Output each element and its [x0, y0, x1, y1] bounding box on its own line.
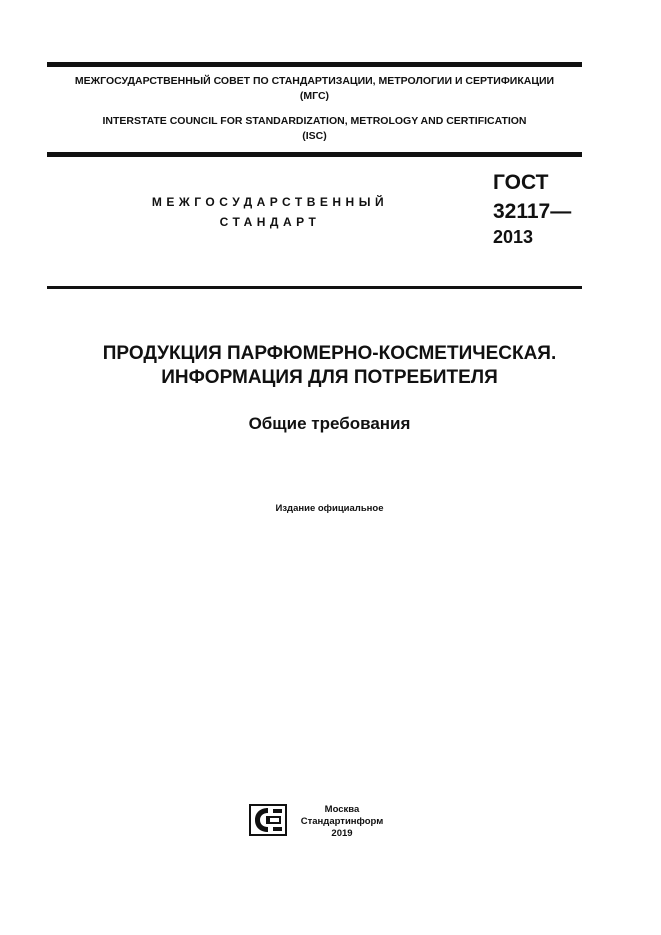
edition-note: Издание официальное — [275, 503, 384, 514]
gost-prefix: ГОСТ — [493, 171, 549, 194]
standartinform-logo-icon — [249, 804, 287, 836]
standard-type-line1: МЕЖГОСУДАРСТВЕННЫЙ — [151, 195, 389, 209]
middle-rule — [47, 152, 582, 157]
council-en-name: INTERSTATE COUNCIL FOR STANDARDIZATION, METROLOGY AND CERTIFICATION — [102, 115, 527, 127]
gost-designation — [493, 168, 571, 248]
document-title-line2: ИНФОРМАЦИЯ ДЛЯ ПОТРЕБИТЕЛЯ — [161, 367, 498, 388]
council-ru-name: МЕЖГОСУДАРСТВЕННЫЙ СОВЕТ ПО СТАНДАРТИЗАЦИИ, МЕТРОЛОГИИ И СЕРТИФИКАЦИИ — [74, 75, 555, 87]
standard-type-label — [120, 192, 420, 232]
standard-type-line2: СТАНДАРТ — [219, 215, 321, 229]
document-subtitle: Общие требования — [248, 414, 411, 433]
council-en-abbr: (ISC) — [302, 130, 327, 142]
document-title — [47, 342, 612, 390]
publisher-name: Стандартинформ — [300, 816, 384, 827]
bottom-rule — [47, 286, 582, 289]
council-en — [47, 114, 582, 144]
council-ru — [47, 74, 582, 104]
gost-year: 2013 — [493, 227, 534, 247]
publisher-block — [296, 804, 388, 840]
council-ru-abbr: (МГС) — [299, 90, 330, 102]
gost-number: 32117— — [493, 200, 572, 223]
publisher-city: Москва — [324, 804, 360, 815]
document-title-line1: ПРОДУКЦИЯ ПАРФЮМЕРНО-КОСМЕТИЧЕСКАЯ. — [102, 343, 557, 364]
publisher-year: 2019 — [331, 828, 353, 839]
top-rule — [47, 62, 582, 67]
